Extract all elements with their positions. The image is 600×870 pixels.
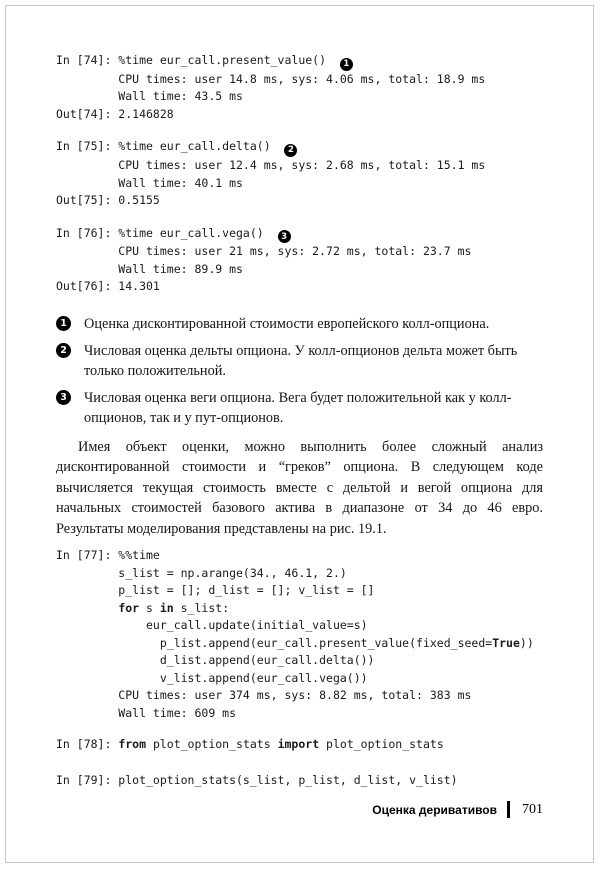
code-block-in76 [56,225,543,296]
code-line: CPU times: user 21 ms, sys: 2.72 ms, total: 23.7 ms [56,244,472,259]
code-line: In [75]: %time eur_call.delta() 2 [56,138,543,157]
code-line: for s in s_list: [118,600,230,615]
callout-marker: 3 [278,230,291,243]
code-block-in78 [56,736,543,754]
code-line: p_list = []; d_list = []; v_list = [] [56,583,375,598]
code-line: In [79]: plot_option_stats(s_list, p_list, d_list, v_list) [56,772,458,787]
code-line: Wall time: 43.5 ms [56,89,243,104]
callout-marker: 2 [284,144,297,157]
callout-text-1: Оценка дисконтированной стоимости европейского колл-опциона. [84,315,490,332]
code-line: CPU times: user 12.4 ms, sys: 2.68 ms, total: 15.1 ms [56,158,486,172]
code-line: Wall time: 40.1 ms [56,175,243,190]
footer-separator [507,801,510,818]
page-footer [372,801,543,818]
code-line: Wall time: 89.9 ms [56,261,243,276]
code-line: In [77]: %%time [56,548,160,563]
code-line: Out[76]: 14.301 [56,279,160,294]
callout-badge-2: 2 [56,343,71,358]
callout-text-3: Числовая оценка веги опциона. Вега будет положительной как у колл-опционов, так и у пут-опционов. [84,389,512,426]
code-line: p_list.append(eur_call.present_value(fixed_seed=True)) [56,635,534,650]
callout-badge-1: 1 [56,316,71,331]
code-line: v_list.append(eur_call.vega()) [56,670,368,685]
code-line: In [78]: from plot_option_stats import plot_option_stats [56,737,444,752]
page-content [6,6,593,789]
callout-text-2: Числовая оценка дельты опциона. У колл-опционов дельта может быть только положительной. [84,342,518,379]
code-line: s_list = np.arange(34., 46.1, 2.) [56,565,347,580]
body-paragraph: Имея объект оценки, можно выполнить более сложный анализ дисконтированной стоимости и “греков” опциона. В следующем коде вычисляется текущая стоимость вместе с дельтой и вегой опциона для начальных стоимостей базового актива в диапазоне от 34 до 46 евро. Результаты моделирования представлены на рис. 19.1. [56,438,543,537]
footer-page-number: 701 [522,801,543,817]
code-line: Out[74]: 2.146828 [56,106,174,121]
callout-item-1 [56,314,543,334]
code-block-in77 [56,547,543,722]
code-block-in79 [56,772,543,790]
code-line: d_list.append(eur_call.delta()) [56,653,375,668]
callout-badge-3: 3 [56,390,71,405]
code-line: CPU times: user 14.8 ms, sys: 4.06 ms, total: 18.9 ms [56,71,486,86]
code-line: eur_call.update(initial_value=s) [56,618,368,633]
code-line: Wall time: 609 ms [56,705,237,720]
callout-item-3 [56,388,543,428]
callout-list [56,314,543,428]
code-line: In [76]: %time eur_call.vega() 3 [56,225,543,244]
code-line: Out[75]: 0.5155 [56,193,160,207]
code-line: In [74]: %time eur_call.present_value() 1 [56,52,543,71]
code-block-in74 [56,52,543,123]
callout-marker: 1 [340,58,353,71]
code-line: CPU times: user 374 ms, sys: 8.82 ms, total: 383 ms [56,688,472,703]
callout-item-2 [56,341,543,381]
code-block-in75 [56,138,543,209]
footer-section-title: Оценка деривативов [372,802,497,817]
book-page [5,5,594,863]
